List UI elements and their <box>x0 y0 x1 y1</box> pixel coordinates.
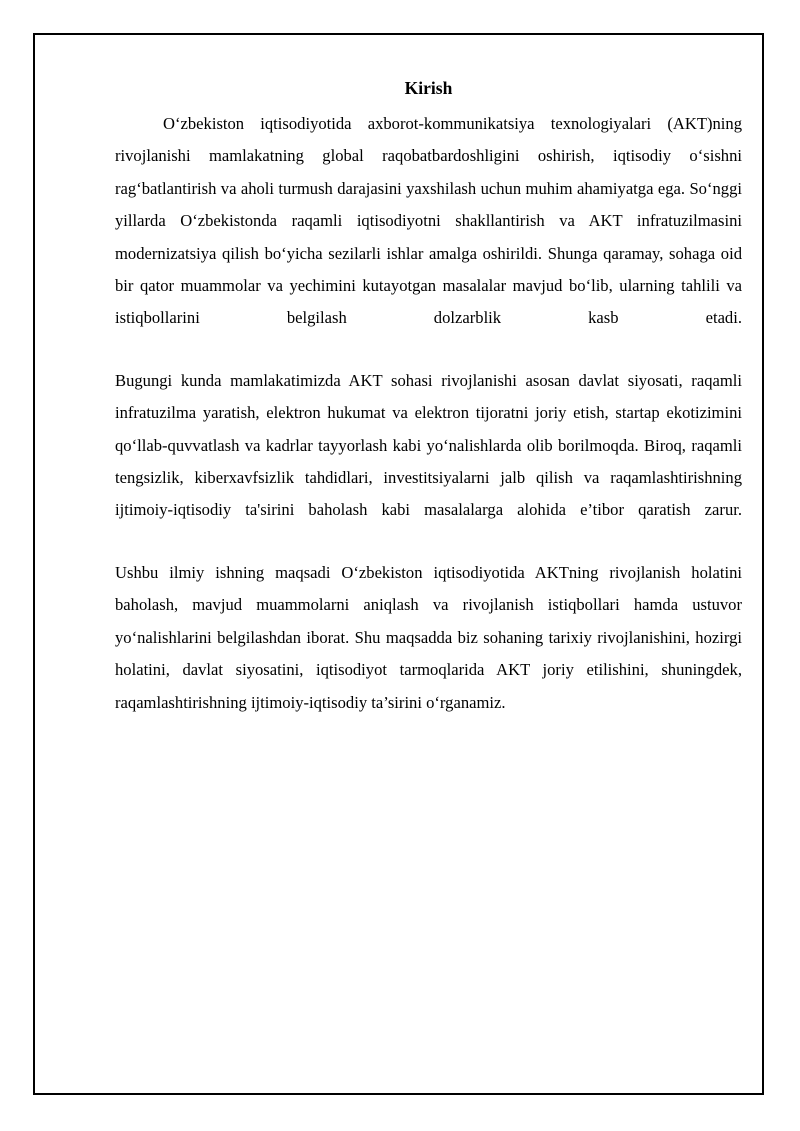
paragraph-intro: O‘zbekiston iqtisodiyotida axborot-kommunikatsiya texnologiyalari (AKT)ning rivojlanishi mamlakatning global raqobatbardoshligini oshirish, iqtisodiy o‘sishni rag‘batlantirish va aholi turmush darajasini yaxshilash uchun muhim ahamiyatga ega. So‘nggi yillarda O‘zbekistonda raqamli iqtisodiyotni shakllantirish va AKT infratuzilmasini modernizatsiya qilish bo‘yicha sezilarli ishlar amalga oshirildi. Shunga qaramay, sohaga oid bir qator muammolar va yechimini kutayotgan masalalar mavjud bo‘lib, ularning tahlili va istiqbollarini belgilash dolzarblik kasb etadi. <box>115 114 742 328</box>
paragraph-gap <box>115 335 742 365</box>
document-title: Kirish <box>404 78 453 98</box>
paragraph-current-state: Bugungi kunda mamlakatimizda AKT sohasi rivojlanishi asosan davlat siyosati, raqamli infratuzilma yaratish, elektron hukumat va elektron tijoratni joriy etish, startap ekotizimini qo‘llab-quvvatlash va kadrlar tayyorlash kabi yo‘nalishlarda olib borilmoqda. Biroq, raqamli tengsizlik, kiberxavfsizlik tahdidlari, investitsiyalarni jalb qilish va raqamlashtirishning ijtimoiy-iqtisodiy ta'sirini baholash kabi masalalarga alohida e’tibor qaratish zarur. <box>115 370 742 520</box>
document-body <box>115 76 742 719</box>
paragraph-gap <box>115 527 742 557</box>
paragraph-purpose: Ushbu ilmiy ishning maqsadi O‘zbekiston iqtisodiyotida AKTning rivojlanish holatini baholash, mavjud muammolarni aniqlash va rivojlanish istiqbollari hamda ustuvor yo‘nalishlarini belgilashdan iborat. Shu maqsadda biz sohaning tarixiy rivojlanishini, hozirgi holatini, davlat siyosatini, iqtisodiyot tarmoqlarida AKT joriy etilishini, shuningdek, raqamlashtirishning ijtimoiy-iqtisodiy ta’sirini o‘rganamiz. <box>115 562 742 712</box>
